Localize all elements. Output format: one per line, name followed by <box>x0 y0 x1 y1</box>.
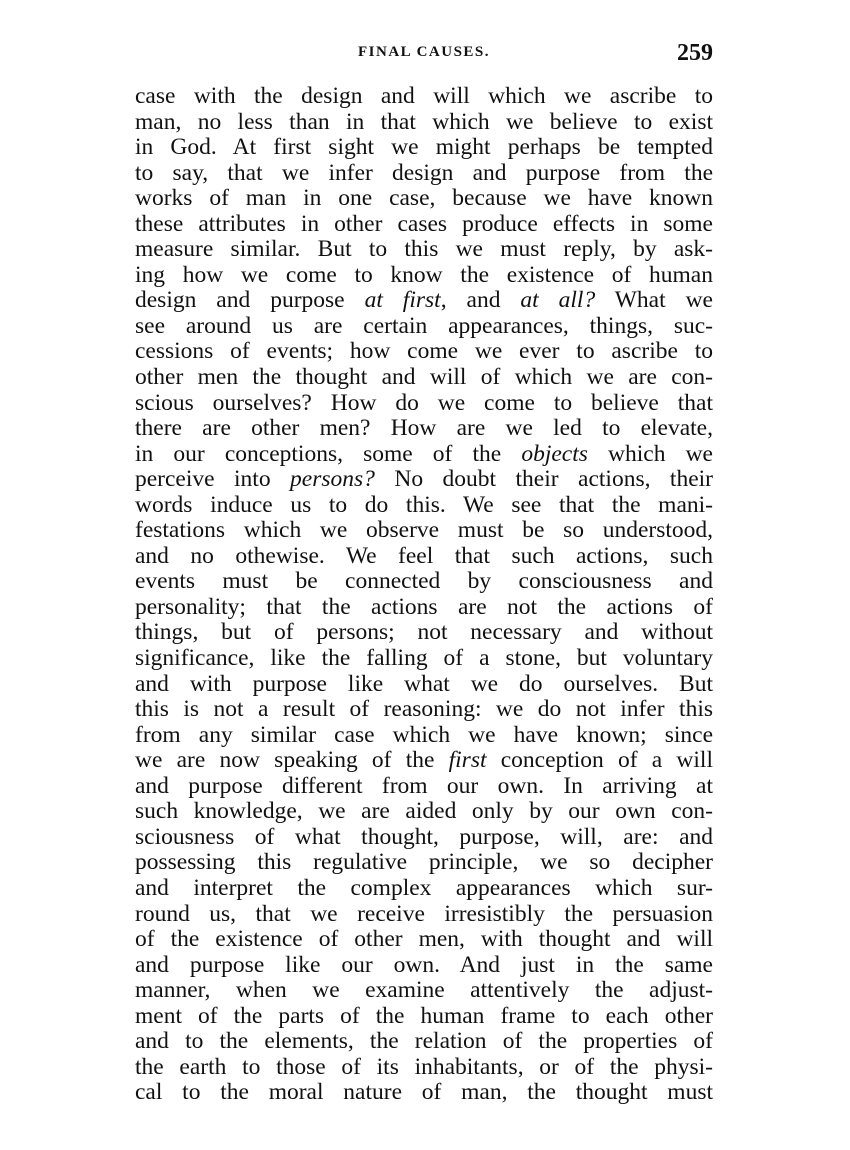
text-line: perceive into persons? No doubt their actions, their <box>135 467 713 493</box>
text-line: cal to the moral nature of man, the thought must <box>135 1080 713 1106</box>
text-line: works of man in one case, because we have known <box>135 186 713 212</box>
text-line: these attributes in other cases produce effects in some <box>135 211 713 237</box>
text-line: and with purpose like what we do ourselves. But <box>135 671 713 697</box>
text-line: festations which we observe must be so understood, <box>135 518 713 544</box>
text-line: sciousness of what thought, purpose, will, are: and <box>135 824 713 850</box>
text-line: in God. At first sight we might perhaps be tempted <box>135 135 713 161</box>
text-line: round us, that we receive irresistibly the persuasion <box>135 901 713 927</box>
body-text <box>135 84 713 1106</box>
italic-phrase: first <box>448 748 487 774</box>
text-line: manner, when we examine attentively the adjust- <box>135 978 713 1004</box>
text-line: of the existence of other men, with thought and will <box>135 927 713 953</box>
italic-phrase: at all? <box>520 288 596 314</box>
text-line: design and purpose at first, and at all? What we <box>135 288 713 314</box>
text-line: and purpose different from our own. In arriving at <box>135 773 713 799</box>
text-line: and to the elements, the relation of the properties of <box>135 1029 713 1055</box>
text-line: from any similar case which we have known; since <box>135 722 713 748</box>
running-head <box>135 40 713 70</box>
text-line: this is not a result of reasoning: we do not infer this <box>135 697 713 723</box>
text-line: to say, that we infer design and purpose from the <box>135 160 713 186</box>
text-line: we are now speaking of the first conception of a will <box>135 748 713 774</box>
text-line: and purpose like our own. And just in the same <box>135 952 713 978</box>
text-line: words induce us to do this. We see that the mani- <box>135 492 713 518</box>
text-line: the earth to those of its inhabitants, or of the physi- <box>135 1054 713 1080</box>
text-line: events must be connected by consciousness and <box>135 569 713 595</box>
text-line: and no othewise. We feel that such actions, such <box>135 543 713 569</box>
italic-phrase: objects <box>521 441 588 467</box>
running-title: FINAL CAUSES. <box>357 44 491 60</box>
text-line: significance, like the falling of a stone, but voluntary <box>135 646 713 672</box>
italic-phrase: persons? <box>290 467 375 493</box>
text-line: such knowledge, we are aided only by our own con- <box>135 799 713 825</box>
text-line: see around us are certain appearances, things, suc- <box>135 313 713 339</box>
text-line: cessions of events; how come we ever to ascribe to <box>135 339 713 365</box>
text-line: personality; that the actions are not the actions of <box>135 594 713 620</box>
text-line: ment of the parts of the human frame to each other <box>135 1003 713 1029</box>
text-line: other men the thought and will of which we are con- <box>135 365 713 391</box>
text-line: there are other men? How are we led to elevate, <box>135 416 713 442</box>
text-line: in our conceptions, some of the objects which we <box>135 441 713 467</box>
text-line: ing how we come to know the existence of human <box>135 262 713 288</box>
italic-phrase: at first <box>364 288 441 314</box>
text-line: man, no less than in that which we believe to exist <box>135 109 713 135</box>
text-line: and interpret the complex appearances which sur- <box>135 875 713 901</box>
page-number: 259 <box>677 40 713 66</box>
text-line: things, but of persons; not necessary and without <box>135 620 713 646</box>
text-line: possessing this regulative principle, we so decipher <box>135 850 713 876</box>
text-line: scious ourselves? How do we come to believe that <box>135 390 713 416</box>
text-line: measure similar. But to this we must reply, by ask- <box>135 237 713 263</box>
text-line: case with the design and will which we ascribe to <box>135 84 713 109</box>
